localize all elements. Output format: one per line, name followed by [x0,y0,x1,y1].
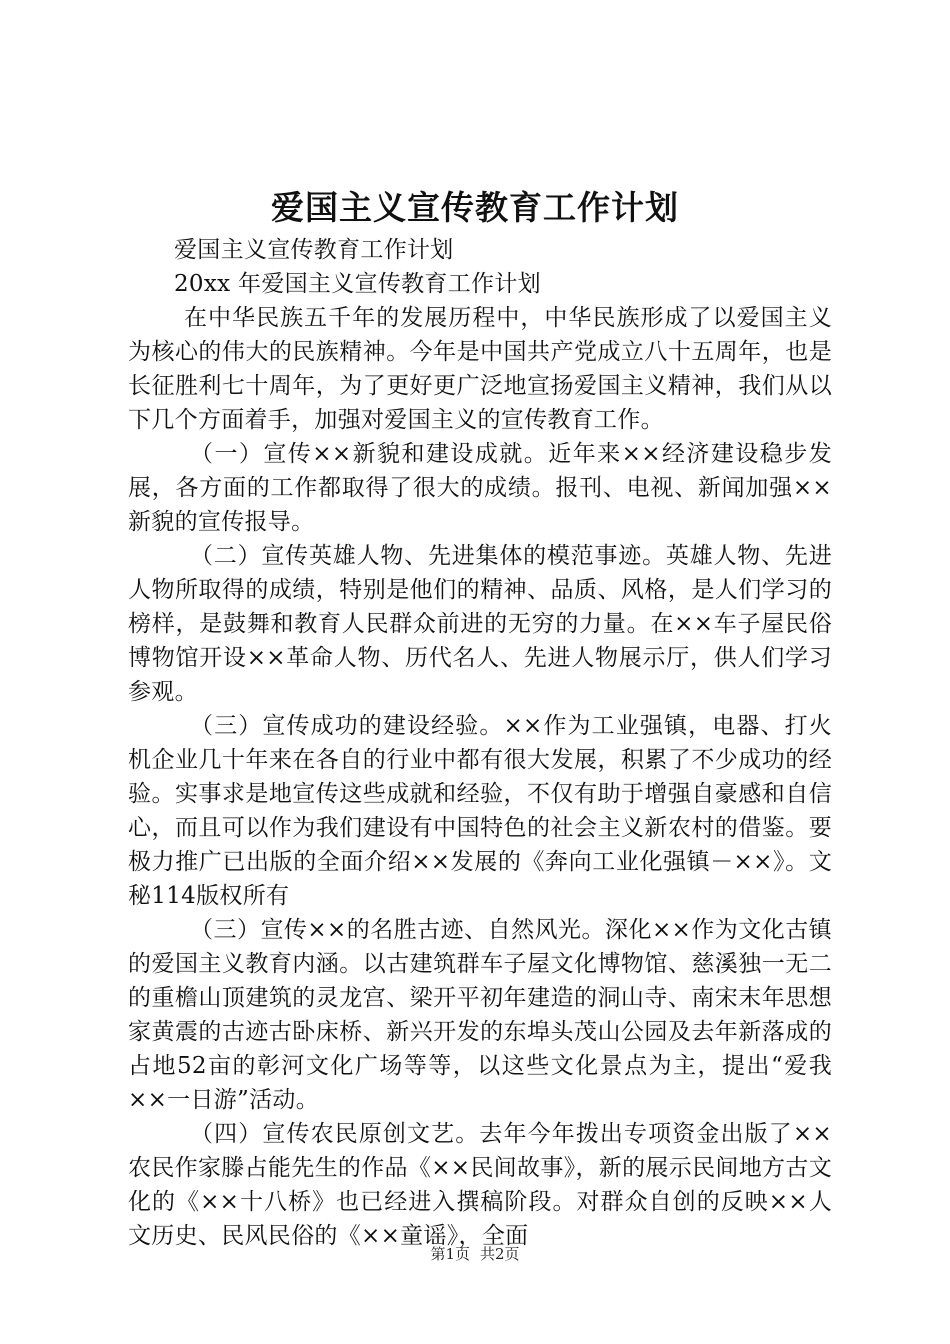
section-paragraph-4: （三）宣传××的名胜古迹、自然风光。深化××作为文化古镇的爱国主义教育内涵。以古建筑群车子屋文化博物馆、慈溪独一无二的重檐山顶建筑的灵龙宫、梁开平初年建造的洞山寺、南宋末年思想家黄震的古迹古卧床桥、新兴开发的东埠头茂山公园及去年新落成的占地52亩的彰河文化广场等等，以这些文化景点为主，提出“爱我××一日游”活动。 [128,917,832,1113]
section-paragraph-5: （四）宣传农民原创文艺。去年今年拨出专项资金出版了××农民作家滕占能先生的作品《××民间故事》，新的展示民间地方古文化的《××十八桥》也已经进入撰稿阶段。对群众自创的反映××人文历史、民风民俗的《××童谣》，全面 [128,1121,832,1249]
subtitle-line-2: 20xx 年爱国主义宣传教育工作计划 [174,271,541,297]
page-number: 第1页 [430,1245,470,1263]
intro-paragraph: 在中华民族五千年的发展历程中，中华民族形成了以爱国主义为核心的伟大的民族精神。今年是中国共产党成立八十五周年，也是长征胜利七十周年，为了更好更广泛地宣扬爱国主义精神，我们从以下几个方面着手，加强对爱国主义的宣传教育工作。 [128,305,832,433]
section-paragraph-1: （一）宣传××新貌和建设成就。近年来××经济建设稳步发展，各方面的工作都取得了很大的成绩。报刊、电视、新闻加强××新貌的宣传报导。 [128,441,832,535]
page-footer [0,1244,950,1264]
page-total: 共2页 [480,1245,520,1263]
section-paragraph-2: （二）宣传英雄人物、先进集体的模范事迹。英雄人物、先进人物所取得的成绩，特别是他们的精神、品质、风格，是人们学习的榜样，是鼓舞和教育人民群众前进的无穷的力量。在××车子屋民俗博物馆开设××革命人物、历代名人、先进人物展示厅，供人们学习参观。 [128,543,832,705]
document-body [128,233,832,1253]
subtitle-line-1: 爱国主义宣传教育工作计划 [174,237,454,263]
document-title: 爱国主义宣传教育工作计划 [271,188,679,227]
section-paragraph-3: （三）宣传成功的建设经验。××作为工业强镇，电器、打火机企业几十年来在各自的行业中都有很大发展，积累了不少成功的经验。实事求是地宣传这些成就和经验，不仅有助于增强自豪感和自信心，而且可以作为我们建设有中国特色的社会主义新农村的借鉴。要极力推广已出版的全面介绍××发展的《奔向工业化强镇－××》。文秘114版权所有 [128,713,832,909]
